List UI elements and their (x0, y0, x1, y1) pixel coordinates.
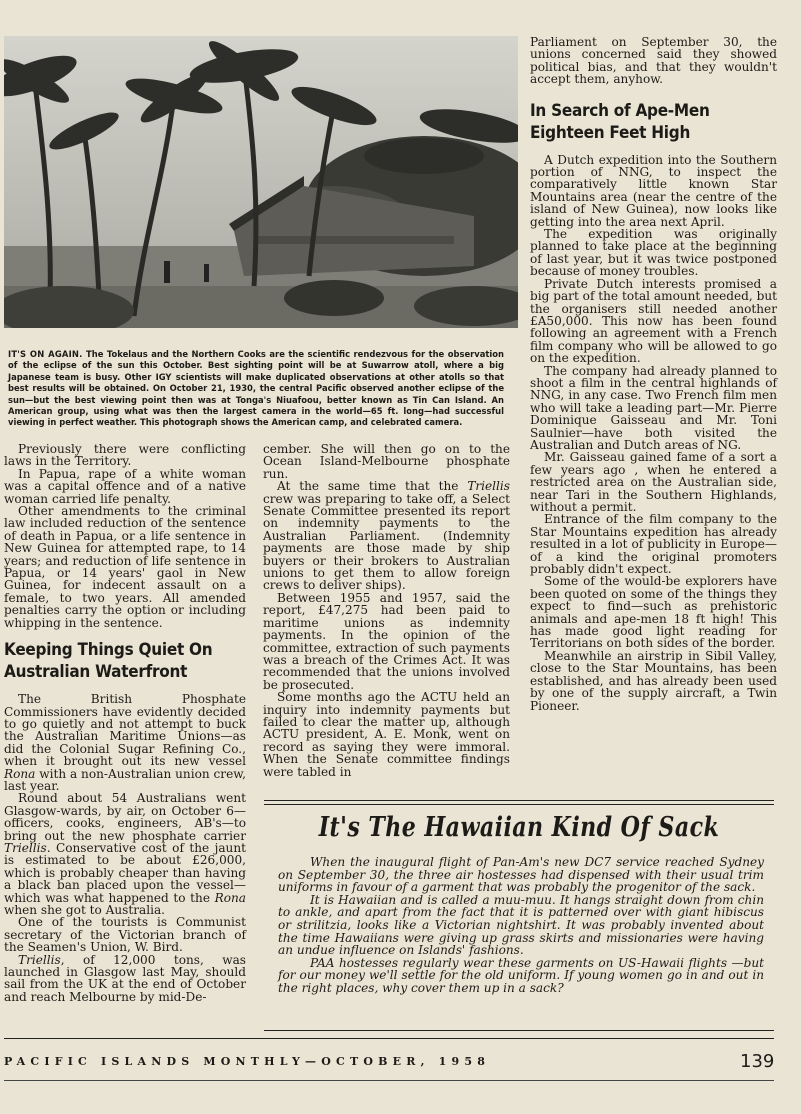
ship-name: Triellis (467, 479, 510, 494)
paragraph: It is Hawaiian and is called a muu-muu. It hangs straight down from chin to ankle, and apart from the fact that it is patterned over with giant hibiscus or strilitzia, looks like a Victorian nightshirt. It was probably invented about the time Hawaiians were giving up grass skirts and missionaries were having an undue influence on Islands' fashions. (278, 892, 764, 958)
paragraph: Some months ago the ACTU held an inquiry into indemnity payments but failed to clear the matter up, although ACTU president, A. E. Monk, went on record as saying they were immoral. When the Senate committee findings were tabled in (263, 690, 510, 779)
paragraph: Other amendments to the criminal law included reduction of the sentence of death in Papua, or a life sentence in New Guinea for attempted rape, to 14 years; and reduction of life sentence in Papua, or 14 years' gaol in New Guinea, for indecent assault on a female, to two years. All amended penalties carry the option or including whipping in the sentence. (4, 504, 246, 630)
paragraph (4, 954, 246, 1004)
paragraph (4, 693, 246, 792)
paragraph: One of the tourists is Communist secretary of the Victorian branch of the Seamen's Union, W. Bird. (4, 915, 246, 955)
publication-line: PACIFIC ISLANDS MONTHLY—OCTOBER, 1958 (4, 1055, 491, 1068)
paragraph: Meanwhile an airstrip in Sibil Valley, close to the Star Mountains, has been established, and has already been used by one of the supply aircraft, a Twin Pioneer. (530, 648, 777, 713)
paragraph: Some of the would-be explorers have been quoted on some of the things they expect to find—such as prehistoric animals and ape-men 18 ft high! This has made good light reading for Territorians on both sides of the border. (530, 574, 777, 651)
text-run: , of 12,000 tons, was launched in Glasgow last May, should sail from the UK at the end of October and reach Melbourne by mid-De- (4, 952, 246, 1004)
paragraph: Previously there were conflicting laws in the Territory. (4, 442, 246, 469)
paragraph: Between 1955 and 1957, said the report, £47,275 had been paid to maritime unions as indemnity payments. In the opinion of the committee, extraction of such payments was a breach of the Crimes Act. It was recommended that the unions involved be prosecuted. (263, 590, 510, 692)
paragraph: In Papua, rape of a white woman was a capital offence and of a native woman carried life penalty. (4, 466, 246, 506)
text-run: when she got to Australia. (4, 903, 166, 917)
column-middle (263, 443, 510, 778)
hawaiian-sack-story (278, 856, 764, 995)
text-run: At the same time that the (277, 479, 468, 494)
text-run: with a non-Australian union crew, last year. (4, 766, 246, 793)
caption-text: The Tokelaus and the Northern Cooks are the scientific rendezvous for the observation of the eclipse of the sun this October. Best sighting point will be at Suwarrow atoll, where a big Japanese team is busy. Other IGY scientists will make duplicated observations at other atolls so that best results will be obtained. On October 21, 1930, the central Pacific observed another eclipse of the sun—but the best viewing point then was at Tonga's Niuafoou, better known as Tin Can Island. An American group, using what was then the largest camera in the world—65 ft. long—had successful viewing in perfect weather. This photograph shows the American camp, and celebrated camera. (8, 349, 504, 428)
box-top-rule (264, 800, 774, 801)
paragraph (263, 480, 510, 592)
waterfront-heading: Keeping Things Quiet On Australian Waterfront (4, 640, 213, 683)
paragraph: Mr. Gaisseau gained fame of a sort a few years ago , when he entered a restricted area on the Australian side, near Tari in the Southern Highlands, without a permit. (530, 450, 777, 514)
page-number: 139 (740, 1051, 775, 1072)
paragraph: Parliament on September 30, the unions concerned said they showed political bias, and that they wouldn't accept them, anyhow. (530, 35, 777, 87)
paragraph (4, 792, 246, 916)
paragraph: When the inaugural flight of Pan-Am's new DC7 service reached Sydney on September 30, the three air hostesses had dispensed with their usual trim uniforms in favour of a garment that was probably the progenitor of the sack. (278, 855, 764, 895)
ship-name: Triellis (4, 840, 47, 855)
column-right (530, 36, 777, 712)
text-run: The British Phosphate Commissioners have evidently decided to go quietly and not attempt to buck the Australian Maritime Unions—as did the Colonial Sugar Refining Co., when it brought out its new vessel (4, 692, 246, 769)
paragraph: Entrance of the film company to the Star Mountains expedition has already resulted in a lot of publicity in Europe—of a kind the original promoters probably didn't expect. (530, 512, 777, 577)
footer-rule (4, 1038, 774, 1039)
caption-lead: IT'S ON AGAIN. (8, 349, 83, 359)
text-run: . Conservative cost of the jaunt is estimated to be about £26,000, which is probably cheaper than having a black ban placed upon the vessel—which was what happened to the (4, 840, 246, 905)
paragraph: cember. She will then go on to the Ocean Island-Melbourne phosphate run. (263, 442, 510, 481)
paragraph: The expedition was originally planned to take place at the beginning of last year, but it was twice postponed because of money troubles. (530, 227, 777, 279)
footer-rule-bottom (4, 1080, 774, 1081)
hawaiian-sack-title: It's The Hawaiian Kind Of Sack (318, 812, 720, 843)
paragraph: Private Dutch interests promised a big part of the total amount needed, but the organisers still needed another £A50,000. This now has been found following an agreement with a French film company who will be allowed to go on the expedition. (530, 276, 777, 366)
box-bottom-rule (264, 1030, 774, 1031)
ape-men-heading: In Search of Ape-Men Eighteen Feet High (530, 100, 710, 143)
text-run: crew was preparing to take off, a Select Senate Committee presented its report on indemnity payments to the Australian Parliament. (Indemnity payments are those made by ship buyers or their brokers to Australian unions to get them to allow foreign crews to deliver ships). (263, 491, 510, 593)
ship-name: Rona (4, 766, 36, 781)
column-left (4, 443, 246, 1003)
paragraph: The company had already planned to shoot a film in the central highlands of NNG, in any case. Two French film men who will take a leading part—Mr. Pierre Dominique Gaisseau and Mr. Toni Saulnier—have both visited the Australian and Dutch areas of NG. (530, 363, 777, 452)
photo-caption (8, 349, 504, 429)
paragraph: A Dutch expedition into the Southern portion of NNG, to inspect the comparatively little known Star Mountains area (near the centre of the island of New Guinea), now looks like getting into the area next April. (530, 152, 777, 229)
box-top-rule-inner (264, 804, 774, 805)
text-run: Round about 54 Australians went Glasgow-wards, by air, on October 6—officers, cooks, engineers, AB's—to bring out the new phosphate carrier (4, 791, 246, 843)
ship-name: Triellis (18, 952, 61, 967)
camp-photograph (4, 36, 518, 328)
ship-name: Rona (214, 890, 246, 905)
paragraph: PAA hostesses regularly wear these garments on US-Hawaii flights —but for our money we'll settle for the old uniform. If young women go in and out in the right places, why cover them up in a sack? (278, 955, 764, 995)
